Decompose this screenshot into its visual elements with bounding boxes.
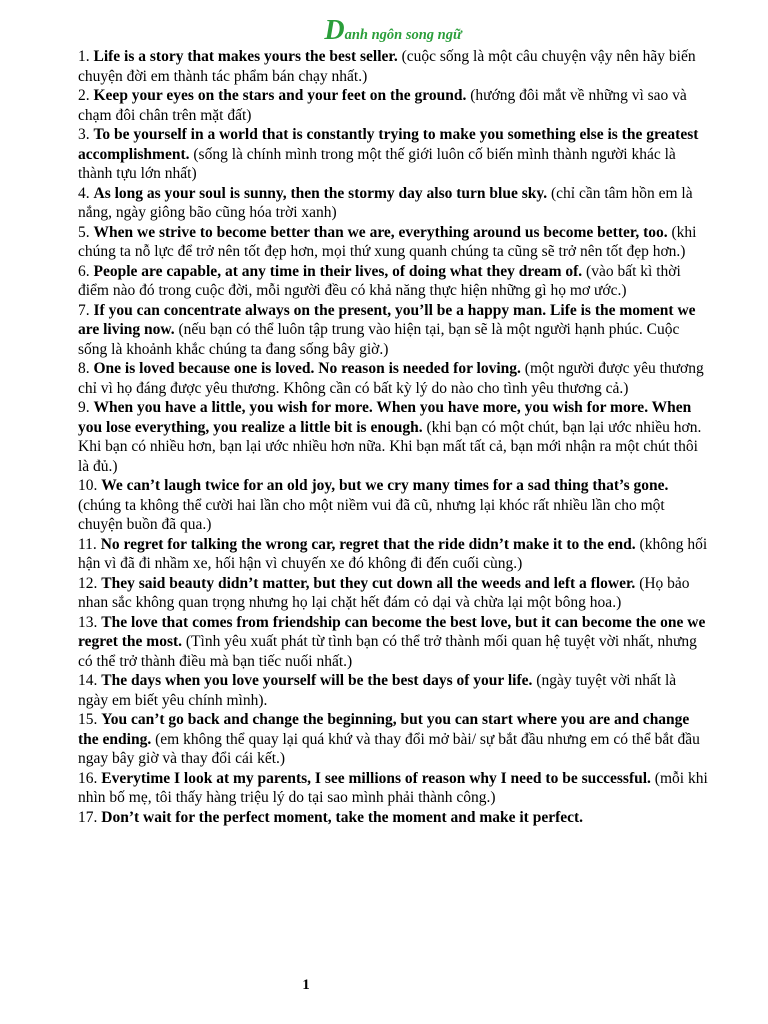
entry-english: Everytime I look at my parents, I see millions of reason why I need to be successful. bbox=[101, 769, 651, 787]
entry-vietnamese: (Tình yêu xuất phát từ tình bạn có thể trở thành mối quan hệ tuyệt vời nhất, nhưng có thể trở thành điều mà bạn tiếc nuối nhất.) bbox=[78, 633, 697, 670]
page-title bbox=[78, 17, 708, 49]
quote-entry bbox=[78, 262, 710, 301]
entry-number: 8. bbox=[78, 360, 90, 377]
entry-vietnamese: (Họ bảo nhan sắc không quan trọng nhưng họ lại chặt hết đám cỏ dại và chừa lại một bông hoa.) bbox=[78, 574, 690, 611]
quote-entry bbox=[78, 184, 710, 223]
quote-entry bbox=[78, 769, 710, 808]
entry-english: If you can concentrate always on the present, you’ll be a happy man. Life is the moment we are living now. bbox=[78, 301, 696, 338]
entry-english: Life is a story that makes yours the best seller. bbox=[93, 48, 398, 65]
entry-vietnamese: (em không thể quay lại quá khứ và thay đổi mở bài/ sự bắt đầu nhưng em có thể bắt đầu ngay bây giờ và thay đổi cái kết.) bbox=[78, 730, 700, 767]
quote-list bbox=[78, 47, 710, 827]
entry-number: 13. bbox=[78, 613, 98, 631]
quote-entry bbox=[78, 535, 710, 574]
entry-number: 7. bbox=[78, 301, 90, 319]
entry-english: When we strive to become better than we are, everything around us become better, too. bbox=[93, 223, 668, 241]
entry-number: 5. bbox=[78, 223, 90, 241]
entry-english: They said beauty didn’t matter, but they cut down all the weeds and left a flower. bbox=[101, 574, 636, 592]
entry-number: 17. bbox=[78, 808, 98, 826]
entry-vietnamese: (chúng ta không thể cười hai lần cho một niềm vui đã cũ, nhưng lại khóc rất nhiều lần cho một chuyện buồn đã qua.) bbox=[78, 496, 665, 533]
entry-number: 3. bbox=[78, 126, 90, 143]
entry-vietnamese: (cuộc sống là một câu chuyện vậy nên hãy biến chuyện đời em thành tác phẩm bán chạy nhất.) bbox=[78, 48, 696, 85]
entry-english: To be yourself in a world that is constantly trying to make you something else is the greatest accomplishment. bbox=[78, 126, 699, 163]
entry-vietnamese: (không hối hận vì đã đi nhầm xe, hối hận vì chuyến xe đó không đi đến cuối cùng.) bbox=[78, 535, 708, 572]
entry-english: Don’t wait for the perfect moment, take the moment and make it perfect. bbox=[101, 808, 584, 826]
entry-vietnamese: (hướng đôi mắt về những vì sao và chạm đôi chân trên mặt đất) bbox=[78, 87, 687, 124]
entry-vietnamese: (ngày tuyệt vời nhất là ngày em biết yêu chính mình). bbox=[78, 672, 677, 709]
entry-number: 9. bbox=[78, 399, 90, 416]
entry-number: 2. bbox=[78, 87, 90, 104]
entry-number: 4. bbox=[78, 184, 90, 202]
entry-english: You can’t go back and change the beginning, but you can start where you are and change the ending. bbox=[78, 711, 690, 748]
entry-number: 15. bbox=[78, 711, 98, 728]
title-initial-letter: D bbox=[324, 15, 345, 46]
entry-number: 14. bbox=[78, 672, 98, 689]
entry-number: 10. bbox=[78, 477, 98, 494]
entry-english: We can’t laugh twice for an old joy, but we cry many times for a sad thing that’s gone. bbox=[101, 477, 669, 494]
entry-english: When you have a little, you wish for more. When you have more, you wish for more. When you lose everything, you realize a little bit is enough. bbox=[78, 399, 692, 436]
entry-vietnamese: (vào bất kì thời điểm nào đó trong cuộc đời, mỗi người đều có khả năng thực hiện những gì họ mơ ước.) bbox=[78, 262, 681, 299]
entry-english: The love that comes from friendship can become the best love, but it can become the one we regret the most. bbox=[78, 613, 706, 650]
entry-english: Keep your eyes on the stars and your feet on the ground. bbox=[93, 87, 467, 104]
entry-english: No regret for talking the wrong car, regret that the ride didn’t make it to the end. bbox=[100, 535, 636, 553]
entry-english: As long as your soul is sunny, then the stormy day also turn blue sky. bbox=[93, 184, 548, 202]
quote-entry bbox=[78, 671, 710, 710]
quote-entry bbox=[78, 398, 710, 476]
entry-vietnamese: (chỉ cần tâm hồn em là nắng, ngày giông bão cũng hóa trời xanh) bbox=[78, 184, 693, 221]
entry-number: 16. bbox=[78, 769, 98, 787]
page-number: 1 bbox=[302, 977, 310, 993]
entry-vietnamese: (một người được yêu thương chỉ vì họ đáng được yêu thương. Không cần có bất kỳ lý do nào cho tình yêu thương cả.) bbox=[78, 360, 704, 397]
entry-english: One is loved because one is loved. No reason is needed for loving. bbox=[93, 360, 521, 377]
title-text: anh ngôn song ngữ bbox=[344, 27, 462, 43]
entry-number: 12. bbox=[78, 574, 98, 592]
entry-english: People are capable, at any time in their lives, of doing what they dream of. bbox=[93, 262, 583, 280]
entry-vietnamese: (sống là chính mình trong một thế giới luôn cố biến mình thành người khác là thành tựu lớn nhất) bbox=[78, 145, 676, 182]
entry-number: 6. bbox=[78, 262, 90, 280]
entry-english: The days when you love yourself will be the best days of your life. bbox=[101, 672, 533, 689]
quote-entry bbox=[78, 710, 710, 769]
entry-number: 1. bbox=[78, 48, 90, 65]
quote-entry bbox=[78, 301, 710, 360]
quote-entry bbox=[78, 223, 710, 262]
quote-entry bbox=[78, 574, 710, 613]
entry-vietnamese: (khi chúng ta nỗ lực để trở nên tốt đẹp hơn, mọi thứ xung quanh chúng ta cũng sẽ trở nên tốt đẹp hơn.) bbox=[78, 223, 697, 260]
quote-entry bbox=[78, 476, 710, 535]
quote-entry bbox=[78, 613, 710, 672]
entry-vietnamese: (khi bạn có một chút, bạn lại ước nhiều hơn. Khi bạn có nhiều hơn, bạn lại ước nhiều hơn nữa. Khi bạn mất tất cả, bạn mới nhận ra một chút thôi là đủ.) bbox=[78, 418, 702, 475]
quote-entry bbox=[78, 808, 710, 828]
quote-entry bbox=[78, 359, 710, 398]
quote-entry bbox=[78, 47, 710, 86]
entry-vietnamese: (mỗi khi nhìn bố mẹ, tôi thấy hàng triệu lý do tại sao mình phải thành công.) bbox=[78, 769, 708, 806]
quote-entry bbox=[78, 125, 710, 184]
entry-vietnamese: (nếu bạn có thể luôn tập trung vào hiện tại, bạn sẽ là một người hạnh phúc. Cuộc sống là khoảnh khắc chúng ta đang sống bây giờ.) bbox=[78, 321, 680, 358]
quote-entry bbox=[78, 86, 710, 125]
entry-number: 11. bbox=[78, 535, 97, 553]
